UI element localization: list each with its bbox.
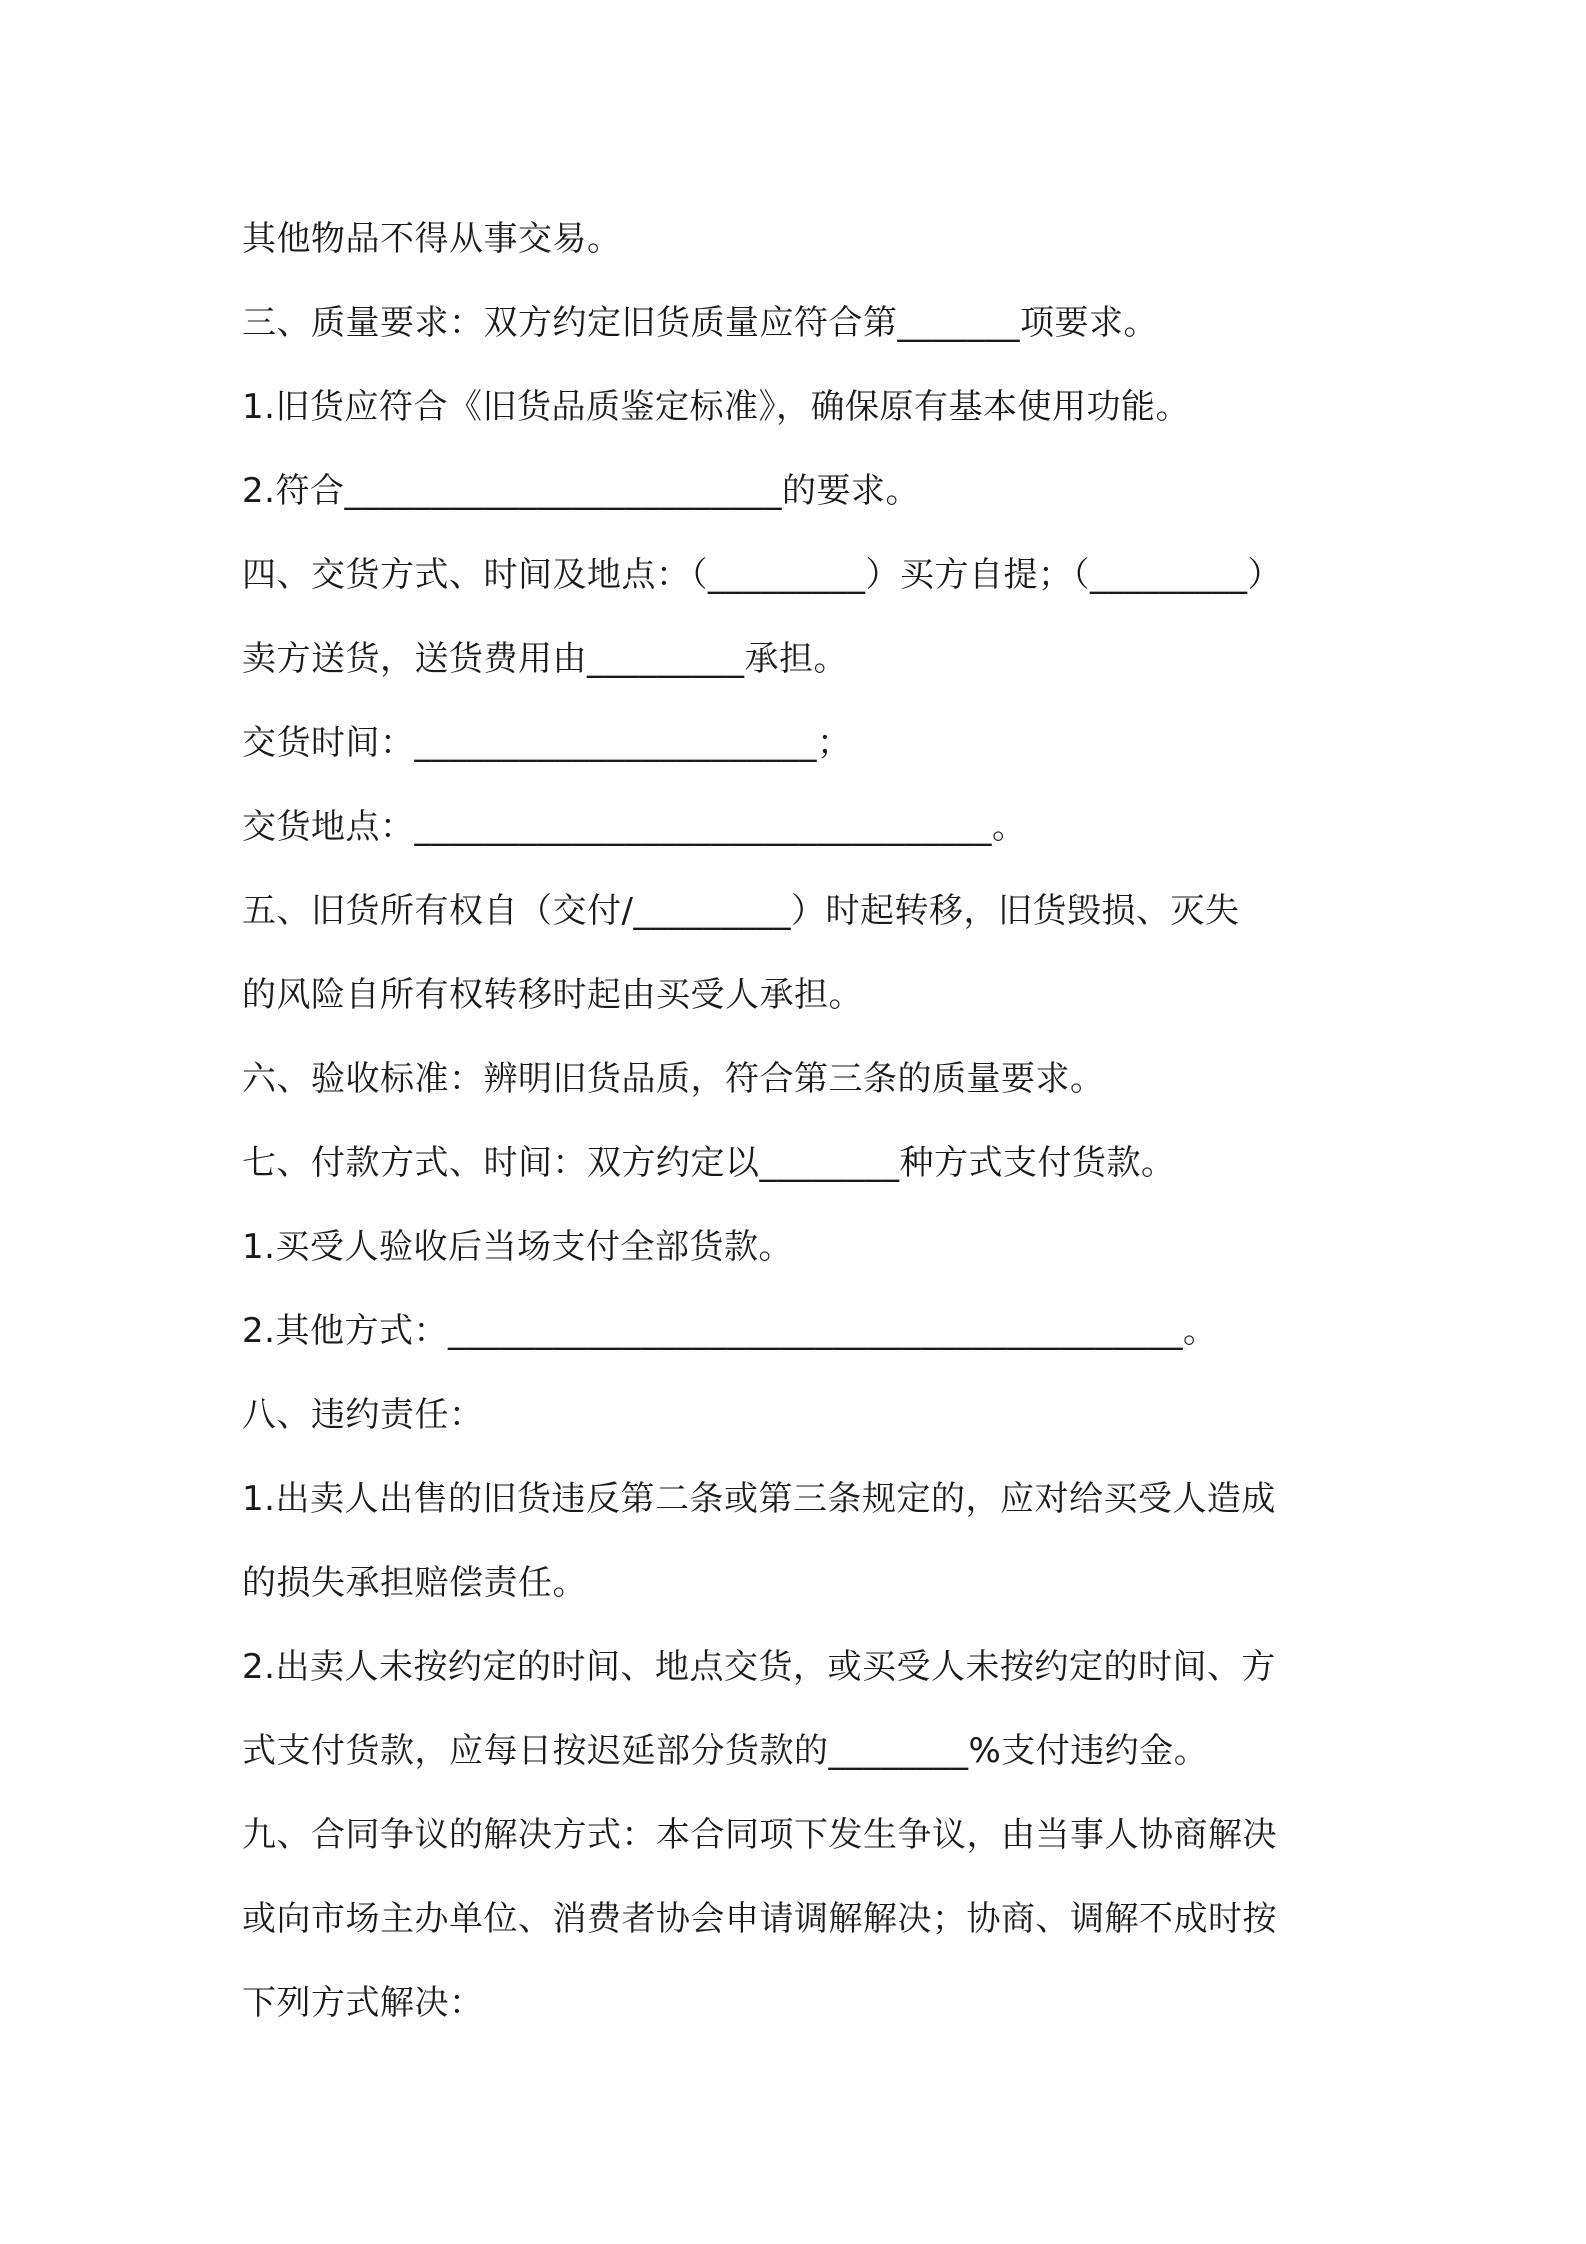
text-line: 下列方式解决： (242, 1983, 484, 2023)
text-line: 其他物品不得从事交易。 (242, 219, 622, 259)
clause-7-payment: 七、付款方式、时间：双方约定以________种方式支付货款。 (242, 1143, 1176, 1183)
text-line: 或向市场主办单位、消费者协会申请调解解决；协商、调解不成时按 (242, 1899, 1277, 1939)
text-line: 的损失承担赔偿责任。 (242, 1563, 587, 1603)
text-line: 卖方送货，送货费用由_________承担。 (242, 639, 848, 679)
delivery-time-line: 交货时间：_______________________； (242, 723, 852, 763)
text-line: 式支付货款，应每日按迟延部分货款的________%支付违约金。 (242, 1731, 1209, 1771)
clause-9-dispute-resolution: 九、合同争议的解决方式：本合同项下发生争议，由当事人协商解决 (242, 1815, 1277, 1855)
delivery-place-line: 交货地点：_________________________________。 (242, 807, 1027, 847)
text-line: 2.出卖人未按约定的时间、地点交货，或买受人未按约定的时间、方 (242, 1647, 1276, 1687)
clause-6-acceptance: 六、验收标准：辨明旧货品质，符合第三条的质量要求。 (242, 1059, 1105, 1099)
text-line: 2.符合_________________________的要求。 (242, 471, 920, 511)
text-line: 的风险自所有权转移时起由买受人承担。 (242, 975, 863, 1015)
clause-4-delivery: 四、交货方式、时间及地点：（_________）买方自提；（_________） (242, 555, 1282, 595)
clause-5-ownership: 五、旧货所有权自（交付/_________）时起转移，旧货毁损、灭失 (242, 891, 1240, 931)
text-line: 1.买受人验收后当场支付全部货款。 (242, 1227, 793, 1267)
text-line: 1.出卖人出售的旧货违反第二条或第三条规定的，应对给买受人造成 (242, 1479, 1276, 1519)
clause-8-liability: 八、违约责任： (242, 1395, 484, 1435)
clause-3-quality-requirements: 三、质量要求：双方约定旧货质量应符合第_______项要求。 (242, 303, 1158, 343)
text-line: 1.旧货应符合《旧货品质鉴定标准》，确保原有基本使用功能。 (242, 387, 1190, 427)
text-line: 2.其他方式：__________________________________________。 (242, 1311, 1218, 1351)
contract-body (242, 197, 1362, 2045)
